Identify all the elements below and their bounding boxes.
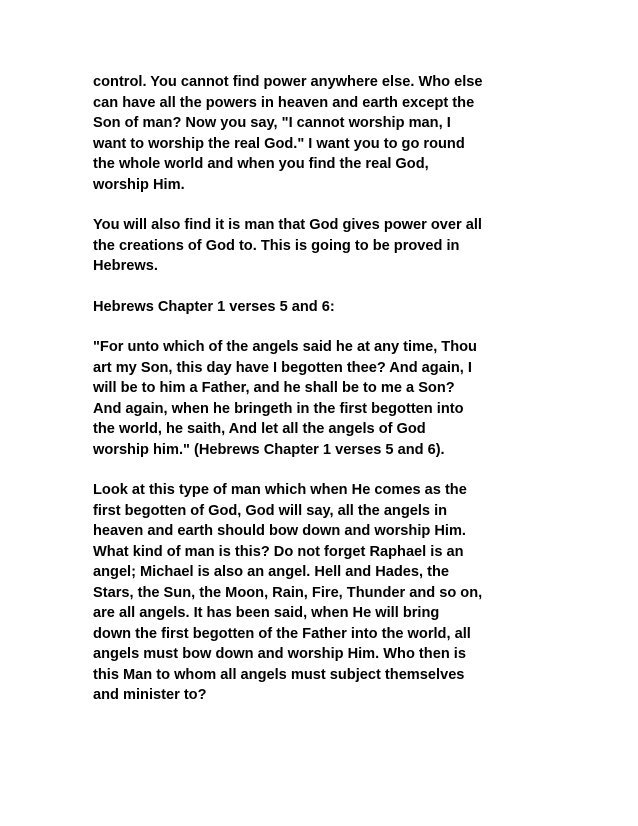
scripture-quote <box>93 337 563 460</box>
text-line: and minister to? <box>93 687 207 703</box>
text-line: art my Son, this day have I begotten thee? And again, I <box>93 359 472 376</box>
document-body <box>93 72 563 726</box>
text-line: want to worship the real God." I want you to go round <box>93 135 465 152</box>
section-heading <box>93 297 563 318</box>
text-line: the whole world and when you find the real God, <box>93 156 429 172</box>
paragraph <box>93 215 563 277</box>
text-line: first begotten of God, God will say, all the angels in <box>93 502 448 519</box>
text-line: "For unto which of the angels said he at any time, Thou <box>93 339 477 355</box>
text-line: heaven and earth should bow down and worship Him. <box>93 523 466 539</box>
text-line: What kind of man is this? Do not forget Raphael is an <box>93 543 464 560</box>
text-line: control. You cannot find power anywhere else. Who else <box>93 74 483 90</box>
text-line: Hebrews. <box>93 258 158 274</box>
text-line: down the first begotten of the Father into the world, all <box>93 625 471 642</box>
text-line: can have all the powers in heaven and earth except the <box>93 94 475 111</box>
text-line: the creations of God to. This is going to be proved in <box>93 237 460 254</box>
text-line: And again, when he bringeth in the first begotten into <box>93 400 464 417</box>
paragraph <box>93 480 563 706</box>
text-line: Look at this type of man which when He comes as the <box>93 482 467 498</box>
text-line: this Man to whom all angels must subject themselves <box>93 666 465 683</box>
text-line: You will also find it is man that God gives power over all <box>93 217 482 233</box>
text-line: will be to him a Father, and he shall be to me a Son? <box>93 380 455 396</box>
text-line: angels must bow down and worship Him. Who then is <box>93 646 466 662</box>
text-line: are all angels. It has been said, when He will bring <box>93 605 440 621</box>
text-line: Hebrews Chapter 1 verses 5 and 6: <box>93 298 335 315</box>
text-line: Stars, the Sun, the Moon, Rain, Fire, Thunder and so on, <box>93 584 483 601</box>
text-line: Son of man? Now you say, "I cannot worship man, I <box>93 115 451 131</box>
paragraph <box>93 72 563 195</box>
text-line: the world, he saith, And let all the angels of God <box>93 421 426 437</box>
text-line: angel; Michael is also an angel. Hell and Hades, the <box>93 564 450 580</box>
text-line: worship Him. <box>93 176 185 193</box>
text-line: worship him." (Hebrews Chapter 1 verses 5 and 6). <box>93 441 445 458</box>
